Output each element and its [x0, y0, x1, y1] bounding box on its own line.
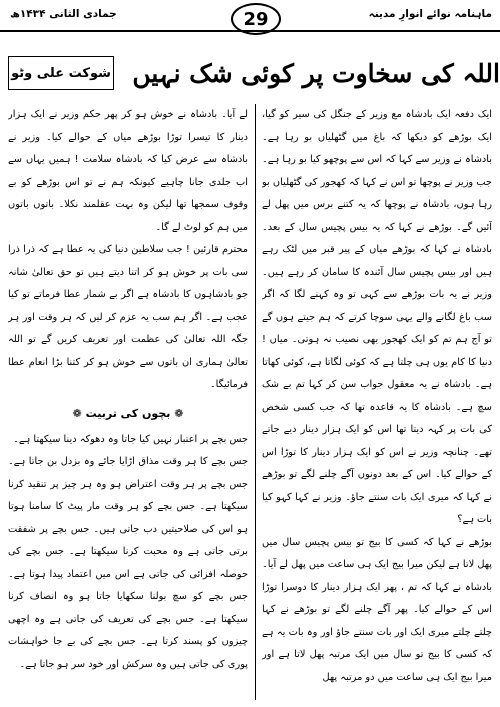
issue-date: جمادی الثانی ۱۴۳۴ھ — [10, 8, 117, 20]
article-title: اللہ کی سخاوت پر کوئی شک نہیں — [132, 59, 500, 88]
page-number: 29 — [231, 3, 281, 35]
paragraph: بوڑھے نے کہا کہ کسی کا بیج تو بیس پچیس سال میں پھل لاتا ہے لیکن میرا بیج ایک ہی ساعت میں پھل لے آیا۔ بادشاہ نے کہا کہ تم ، پھر ایک ہزار دینار کا دوسرا توڑا اس کے حوالے کیا۔ پھر آگے چلنے لگے تو بوڑھے نے کہا چلتے چلتے میری ایک اور بات سنتے جاؤ اور وہ بات یہ ہے کہ کسی کا بیج تو سال میں ایک مرتبہ پھل لاتا ہے اور میرا بیج ایک ہی ساعت میں دو مرتبہ پھل — [262, 536, 492, 683]
subheading-text: بچوں کی تربیت — [85, 406, 171, 420]
author-name: شوکت علی وٹو — [8, 56, 114, 90]
left-column — [8, 104, 248, 702]
header-rule — [0, 30, 500, 32]
magazine-name: ماہنامہ نوائے انوارِ مدینہ — [368, 8, 492, 20]
right-column — [262, 104, 492, 702]
paragraph: محترم قارئین ! جب سلاطین دنیا کی یہ عطا ہے کہ ذرا ذرا سی بات پر خوش ہو کر اتنا دیتے ہیں تو حق تعالیٰ شانہ جو بادشاہوں کا بادشاہ ہے اگر بے شمار عطا فرماتے تو کیا عجب ہے۔ اگر ہم سب یہ عزم کر لیں کہ ہر وقت اور ہر جگہ اللہ تعالیٰ کی عظمت اور تعریف کریں گے تو اللہ تعالیٰ ہماری ان باتوں سے خوش ہو کر کتنا بڑا انعام عطا فرمائیگا۔ — [8, 244, 248, 390]
section-subheading — [8, 403, 248, 425]
ornament-icon: ❁ — [72, 406, 82, 420]
paragraph: ایک دفعہ ایک بادشاہ مع وزیر کے جنگل کی سیر کو گیا، ایک بوڑھے کو دیکھا کہ باغ میں گٹھلیاں بو رہا ہے۔ بادشاہ نے وزیر سے کہا کہ اس سے پوچھو کیا بو رہا ہے۔ جب وزیر نے پوچھا تو اس نے کہا کہ کھجور کی گٹھلیاں بو رہا ہوں، بادشاہ نے پوچھا کہ یہ کتنے برس میں پھل لے آئیں گے۔ بوڑھے نے کہا کہ یہ بیس پچیس سال کے بعد۔ بادشاہ نے کہا کہ بوڑھے میاں کے پیر قبر میں لٹک رہے ہیں اور بیس پچیس سال آئندہ کا سامان کر رہے ہیں۔ وزیر نے یہ بات بوڑھے سے کہی تو وہ کہنے لگا کہ اگر سب باغ لگانے والے یہی سوچا کرتے کہ ہم جیتے ہوں گے تو آج ہم تم کو ایک کھجور بھی نصیب نہ ہوتی۔ میاں ! دنیا کا کام یوں ہی چلتا ہے کہ کوئی لگاتا ہے، کوئی کھاتا ہے۔ بادشاہ نے یہ معقول جواب سن کر کہا تم بے شک سچ ہے۔ بادشاہ کا یہ قاعدہ تھا کہ جب کسی شخص کی بات پر کہہ دیتا تھا اس کو ایک ہزار دینار دیے جاتے تھے۔ چنانچہ وزیر نے اس کو ایک ہزار دینار کا توڑا اس کے حوالے کیا۔ اس کے بعد دونوں آگے چلنے لگے تو بوڑھے نے کہا کہ میری ایک بات سنتے جاؤ۔ وزیر نے کہا کہو کیا بات ہے؟ — [262, 109, 492, 525]
ornament-icon: ❁ — [174, 406, 184, 420]
paragraph: جس بچے کا ہر وقت مذاق اڑایا جائے وہ بزدل بن جاتا ہے۔ جس بچے پر ہر وقت اعتراض ہو وہ ہر چیز پر تنقید کرنا سیکھتا ہے۔ جس بچے کو ہر وقت مار پیٹ کا سامنا ہوتا ہو اس کی صلاحیتیں دب جاتی ہیں۔ جس بچے پر شفقت برتی جاتی ہے وہ محبت کرنا سیکھتا ہے۔ جس بچے کی حوصلہ افزائی کی جاتی ہے اس میں اعتماد پیدا ہوتا ہے۔ جس بچے کو سچ بولنا سکھایا جاتا ہو وہ انصاف کرنا سیکھتا ہے۔ جس بچے کی تعریف کی جاتی ہے وہ اچھی چیزوں کو پسند کرتا ہے۔ جس بچے کی بے جا خواہشات پوری کی جاتی ہیں وہ سرکش اور خود سر ہو جاتا ہے۔ — [8, 456, 248, 670]
paragraph: لے آیا۔ بادشاہ نے خوش ہو کر پھر حکم وزیر نے ایک ہزار دینار کا تیسرا توڑا بوڑھے میاں کے حوالے کیا۔ وزیر نے بادشاہ سے عرض کیا کہ بادشاہ سلامت ! ہمیں یہاں سے اب جلدی جانا چاہیے کیونکہ ہم نے تو اس بوڑھے کو بے وقوف سمجھا تھا لیکن وہ بہت عقلمند نکلا۔ باتوں باتوں میں ہم کو لوٹ لے گا۔ — [8, 109, 248, 233]
column-divider — [255, 104, 256, 700]
paragraph: جس بچے پر اعتبار نہیں کیا جاتا وہ دھوکہ دینا سیکھتا ہے۔ — [13, 433, 248, 445]
page-header — [0, 0, 500, 34]
